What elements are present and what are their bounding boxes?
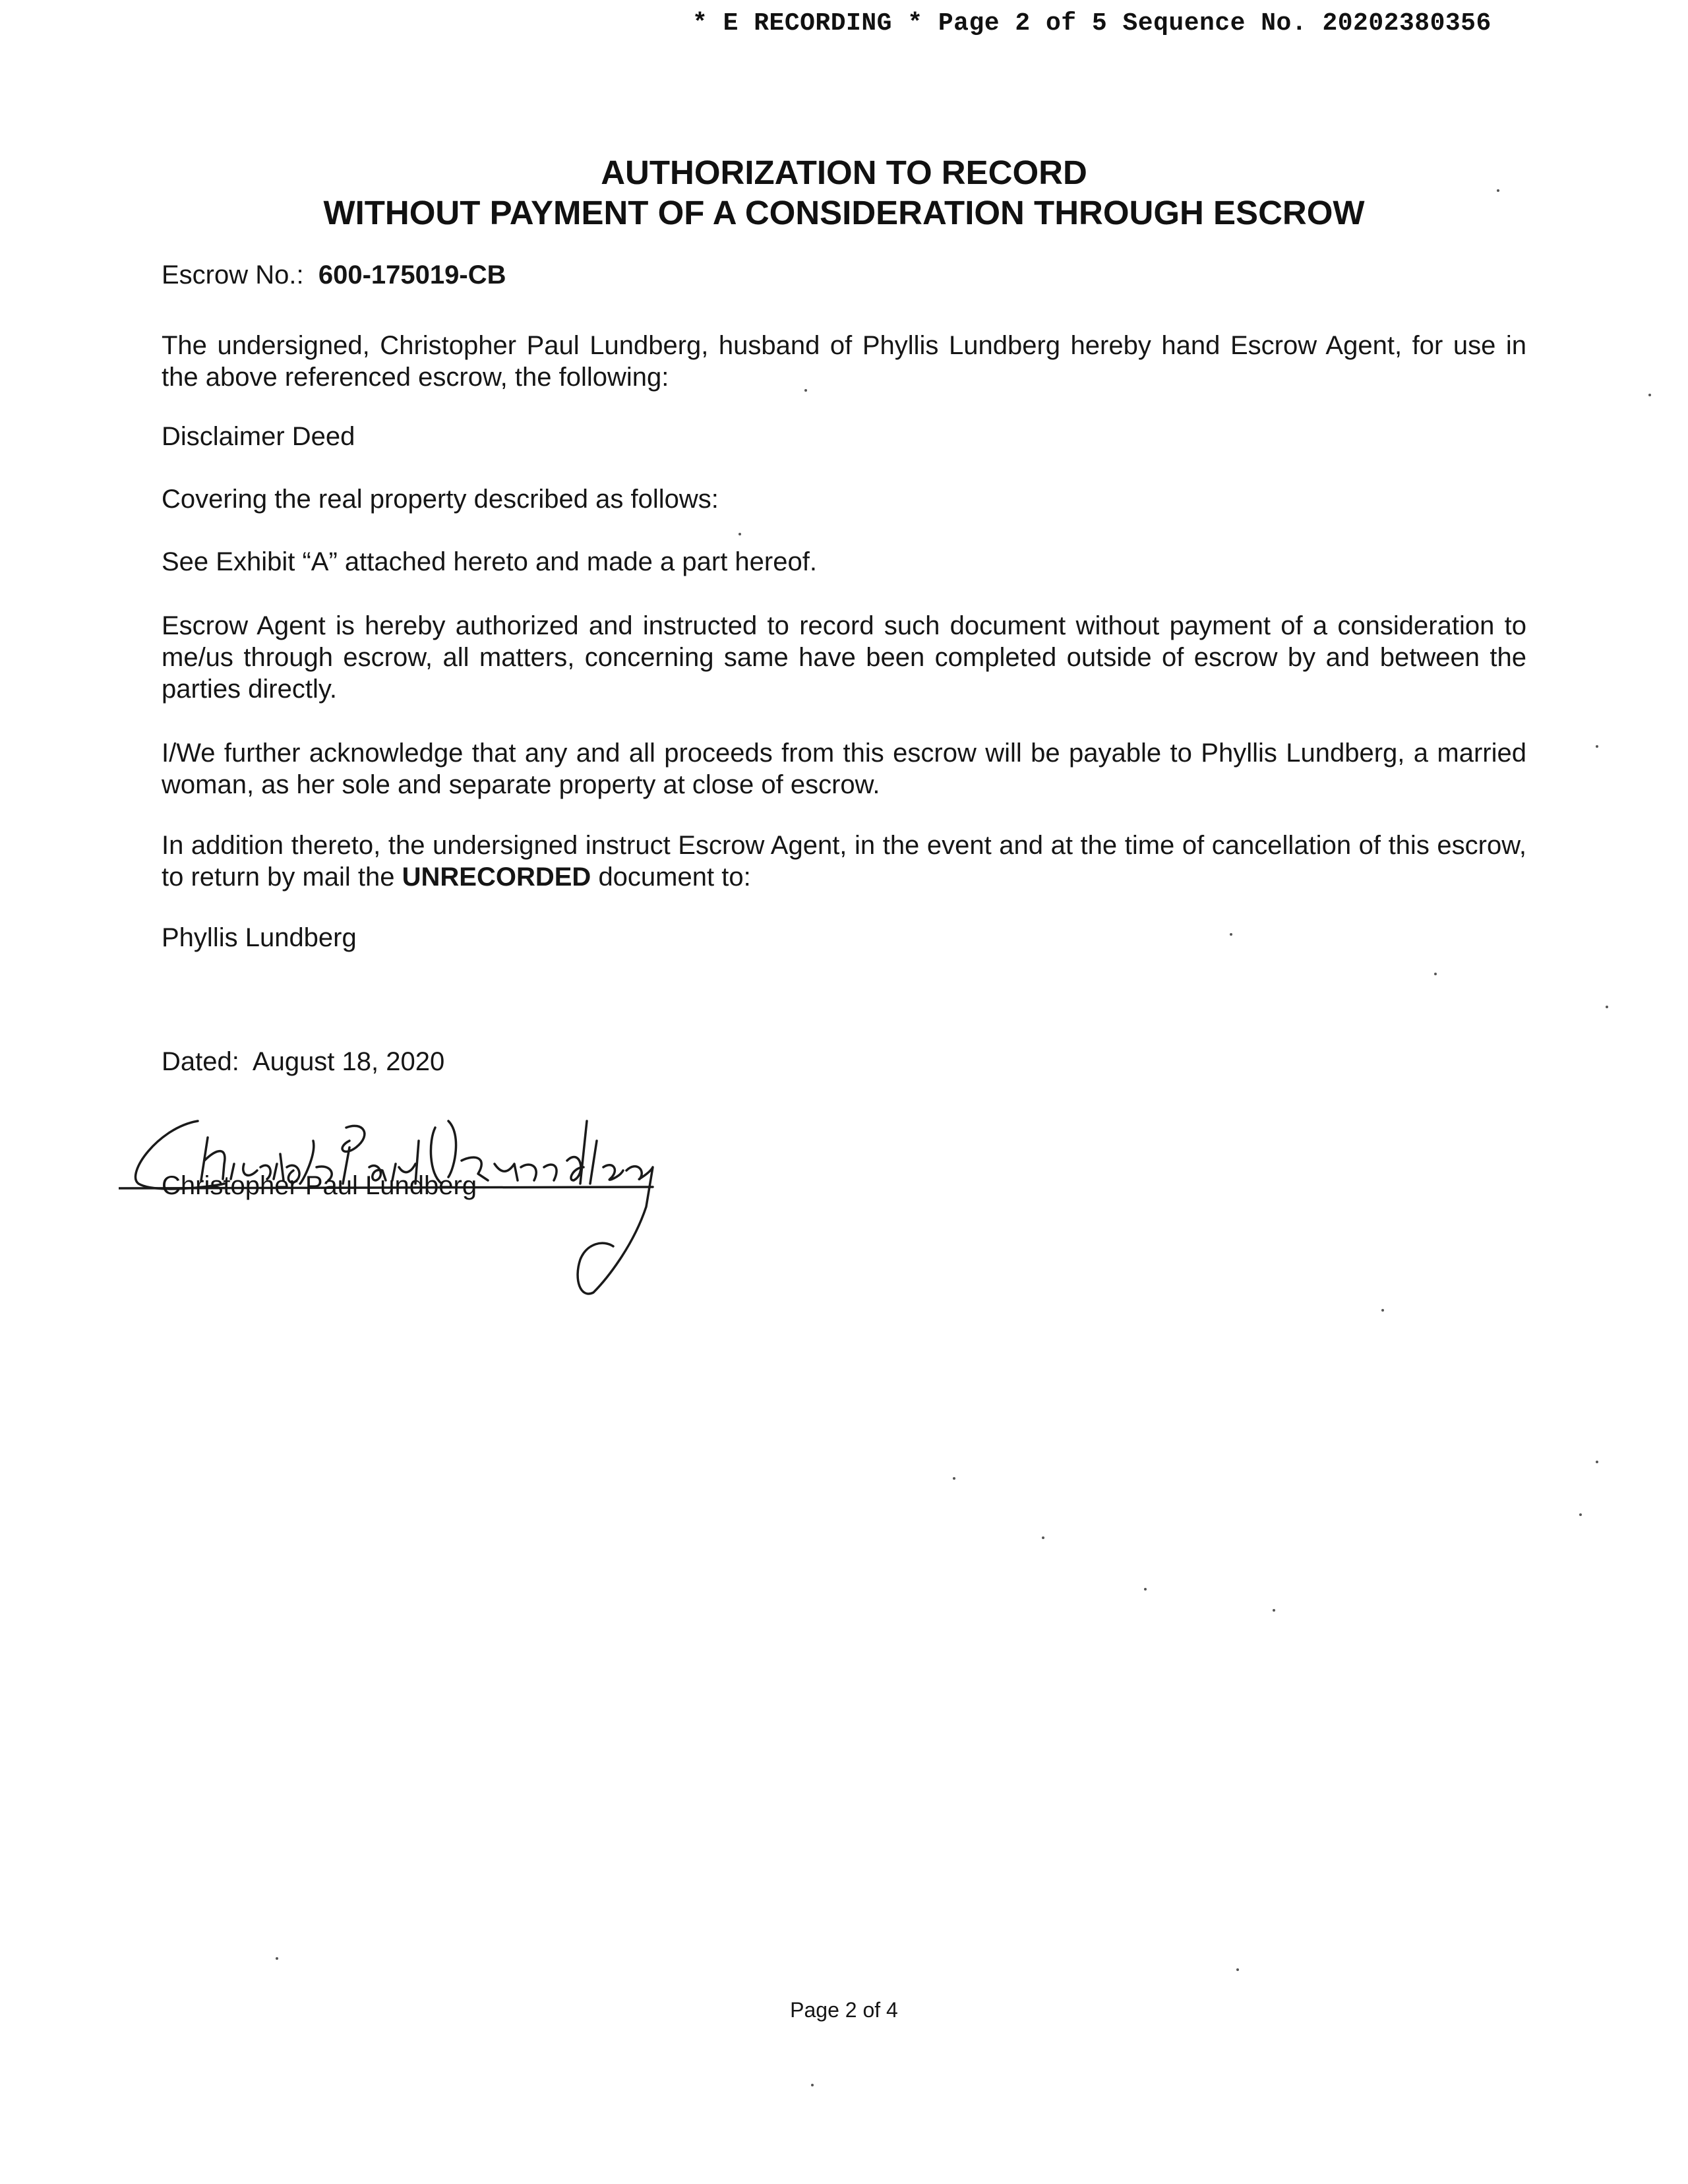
document-name: Disclaimer Deed bbox=[162, 422, 355, 451]
escrow-number-line bbox=[162, 259, 1526, 291]
dated-line bbox=[162, 1046, 1526, 1077]
dated-label: Dated: bbox=[162, 1047, 239, 1076]
scan-speck bbox=[1042, 1536, 1044, 1539]
scan-speck bbox=[1273, 1609, 1275, 1612]
scan-speck bbox=[1144, 1588, 1147, 1591]
scan-speck bbox=[1596, 1461, 1598, 1463]
dated-value: August 18, 2020 bbox=[252, 1047, 445, 1076]
unrecorded-emphasis: UNRECORDED bbox=[402, 863, 591, 892]
scan-speck bbox=[811, 2084, 814, 2086]
scan-speck bbox=[804, 389, 807, 392]
covering-paragraph: Covering the real property described as follows: bbox=[162, 485, 719, 514]
scan-speck bbox=[1236, 1968, 1239, 1971]
acknowledge-paragraph: I/We further acknowledge that any and all proceeds from this escrow will be payable to Phyllis Lundberg, a married woman, as her sole and separate property at close of escrow. bbox=[162, 739, 1526, 799]
document-subtitle: WITHOUT PAYMENT OF A CONSIDERATION THROUGH ESCROW bbox=[323, 194, 1365, 231]
scan-speck bbox=[1497, 189, 1499, 192]
scan-speck bbox=[738, 533, 741, 535]
return-text-suffix: document to: bbox=[598, 863, 751, 892]
escrow-number-label: Escrow No.: bbox=[162, 260, 304, 289]
scan-speck bbox=[1596, 745, 1598, 748]
page-number: Page 2 of 4 bbox=[790, 1998, 898, 2022]
return-recipient: Phyllis Lundberg bbox=[162, 923, 357, 952]
scan-speck bbox=[1606, 1006, 1608, 1008]
escrow-number-value: 600-175019-CB bbox=[318, 260, 506, 289]
scan-speck bbox=[1579, 1513, 1582, 1516]
scan-speck bbox=[276, 1957, 278, 1960]
return-text-prefix: In addition thereto, the undersigned instruct Escrow Agent, in the event and at the time of cancellation of this escrow, to return by mail the bbox=[162, 831, 1526, 892]
scan-speck bbox=[1434, 973, 1437, 975]
signatory-name: Christopher Paul Lundberg bbox=[162, 1171, 477, 1200]
scan-speck bbox=[953, 1477, 955, 1480]
scan-speck bbox=[1648, 394, 1651, 396]
document-title: AUTHORIZATION TO RECORD bbox=[601, 154, 1087, 191]
recording-stamp: * E RECORDING * Page 2 of 5 Sequence No. 20202380356 bbox=[692, 9, 1492, 38]
exhibit-paragraph: See Exhibit “A” attached hereto and made a part hereof. bbox=[162, 547, 817, 576]
handwritten-signature bbox=[119, 1101, 831, 1312]
scan-speck bbox=[1230, 933, 1232, 936]
authorization-paragraph: Escrow Agent is hereby authorized and instructed to record such document without payment of a consideration to me/us through escrow, all matters, concerning same have been completed outside of escrow by and between the parties directly. bbox=[162, 611, 1526, 704]
intro-paragraph: The undersigned, Christopher Paul Lundberg, husband of Phyllis Lundberg hereby hand Escrow Agent, for use in the above referenced escrow, the following: bbox=[162, 331, 1526, 392]
scan-speck bbox=[1381, 1309, 1384, 1312]
return-paragraph bbox=[162, 830, 1526, 893]
